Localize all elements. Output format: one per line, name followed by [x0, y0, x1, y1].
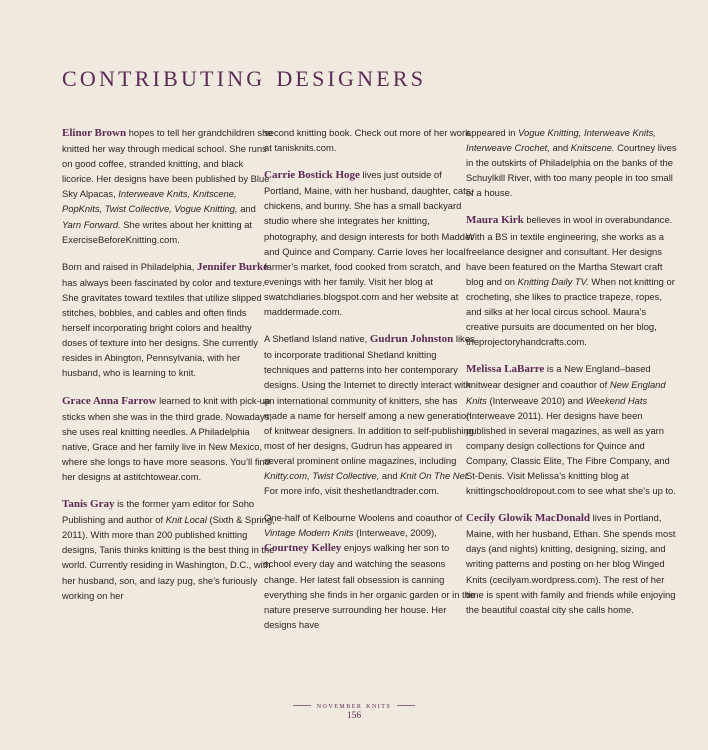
page-footer	[0, 700, 708, 721]
bio-melissa-labarre	[466, 361, 680, 498]
designer-name: Courtney Kelley	[264, 542, 342, 555]
bio-tanis-gray-continued	[264, 125, 478, 155]
designer-name: Jennifer Burke	[197, 260, 268, 273]
designer-name: Grace Anna Farrow	[62, 394, 157, 407]
designer-name: Maura Kirk	[466, 214, 524, 227]
bio-text: and	[549, 142, 571, 154]
page-title: contributing designers	[62, 58, 427, 93]
designer-name: Carrie Bostick Hoge	[264, 169, 360, 182]
bio-text: Born and raised in Philadelphia,	[62, 260, 197, 272]
bio-cecily-glowik-macdonald	[466, 510, 680, 617]
bio-jennifer-burke	[62, 259, 276, 381]
bio-courtney-kelley-continued	[466, 125, 680, 200]
bio-text: hopes to tell her grandchildren she knitted her way through medical school. She runs on good coffee, stranded knitting, and black licorice. Her designs have been published by Blue Sky Alpacas,	[62, 127, 273, 200]
bio-text: appeared in	[466, 127, 519, 138]
bio-text: She writes about her knitting at ExerciseBeforeKnitting.com.	[62, 218, 253, 245]
book-title: november knits	[0, 700, 708, 710]
designer-name: Melissa LaBarre	[466, 363, 545, 376]
bio-carrie-bostick-hoge	[264, 167, 478, 319]
designer-name: Gudrun Johnston	[369, 333, 454, 346]
bio-text: When not knitting or crocheting, she likes to practice trapeze, ropes, and silks at her local circus school. Maura’s creative pursuits are documented on her blog, theprojectoryhandcrafts.com.	[466, 275, 675, 348]
bio-italic: Knitting Daily TV.	[517, 275, 589, 287]
bio-text: (Interweave 2011). Her designs have been published in several magazines, as well as yarn company design collections for Quince and Company, Classic Elite, The Fibre Company, and St-Denis. Visit Melissa’s knitting blog at knittingschooldropout.com to see what she’s up to.	[466, 409, 676, 497]
bio-text: second knitting book. Check out more of her work at tanisknits.com.	[264, 127, 470, 154]
bio-text: One-half of Kelbourne Woolens and coauthor of	[264, 512, 463, 524]
bio-grace-anna-farrow	[62, 393, 276, 485]
bio-text: A Shetland Island native,	[264, 333, 370, 345]
bio-text: (Sixth & Spring, 2011). With more than 200 published knitting designs, Tanis thinks knitting is the best thing in the world. Currently residing in Washington, D.C., with her husband, son, and lazy pug, she’s furiously working on her	[62, 514, 275, 601]
column-3	[466, 125, 680, 629]
bio-gudrun-johnston	[264, 331, 478, 498]
page-number: 156	[346, 711, 362, 721]
column-2	[264, 125, 478, 644]
bio-italic: Vintage Modern Knits	[264, 527, 354, 539]
bio-text: Courtney lives in the outskirts of Philadelphia on the banks of the Schuylkill River, with too many people in too small of a house.	[466, 142, 677, 199]
bio-courtney-kelley	[264, 510, 478, 632]
designer-name: Cecily Glowik MacDonald	[466, 512, 591, 525]
bio-tanis-gray	[62, 496, 276, 603]
bio-italic: Interweave Knits, Knitscene, PopKnits, Twist Collective, Vogue Knitting,	[62, 188, 238, 215]
bio-text: believes in wool in overabundance. With a BS in textile engineering, she works as a freelance designer and consultant. Her designs have been featured on the Martha Stewart craft blog and on	[466, 214, 673, 287]
bio-text: learned to knit with pick-up sticks when she was in the third grade. Nowadays, she uses real knitting needles. A Philadelphia native, Grace and her family live in New Mexico, where she longs to have more seasons. You’ll find her designs at astitchtowear.com.	[62, 394, 272, 482]
designer-name: Elinor Brown	[62, 127, 127, 139]
bio-text: and	[237, 203, 256, 215]
bio-maura-kirk	[466, 212, 680, 349]
bio-text: enjoys walking her son to school every day and watching the seasons change. Her latest fall obsession is canning everything she finds in her organic garden or in the nature preserve surrounding her house. Her designs have	[264, 542, 476, 630]
bio-text: is a New England–based knitwear designer and coauthor of	[466, 363, 651, 391]
bio-text: has always been fascinated by color and texture. She gravitates toward textiles that utilize slipped stitches, bobbles, and cables and often finds herself incorporating bright colors and healthy doses of texture into her designs. She currently resides in Abington, Pennsylvania, with her husband, who is learning to knit.	[62, 276, 265, 379]
bio-text: (Interweave 2010) and	[486, 394, 586, 406]
bio-text: (Interweave, 2009),	[353, 527, 437, 539]
bio-italic: Vogue Knitting, Interweave Knits, Interweave Crochet,	[466, 127, 656, 154]
bio-italic: Knit On The Net.	[400, 469, 470, 481]
column-1	[62, 125, 276, 615]
bio-text: lives in Portland, Maine, with her husband, Ethan. She spends most days (and nights) knitting, designing, sizing, and writing patterns and posting on her blog Winged Knits (cecilyam.wordpress.com). The rest of her time is spent with family and friends while enjoying the beautiful coastal city she calls home.	[466, 512, 676, 615]
bio-italic: Yarn Forward.	[62, 218, 121, 230]
bio-italic: New England Knits	[466, 379, 666, 406]
bio-text: lives just outside of Portland, Maine, with her husband, daughter, cats, chickens, and bunny. She has a small backyard studio where she integrates her knitting, photography, and design interests for both Madder and Quince and Company. Carrie loves her local farmer’s market, food cooked from scratch, and evenings with her family. Visit her blog at swatchdiaries.blogspot.com and her website at maddermade.com.	[264, 169, 474, 318]
bio-text: likes to incorporate traditional Shetland knitting techniques and patterns into her contemporary designs. Using the Internet to directly interact with an international community of knitters, she has made a name for herself among a new generation of knitwear designers. In addition to self-publishing most of her designs, Gudrun has appeared in several prominent online magazines, including	[264, 333, 475, 466]
bio-text: is the former yarn editor for Soho Publishing and author of	[62, 498, 255, 526]
bio-italic: Knit Local	[165, 514, 207, 526]
bio-text: and	[379, 469, 401, 481]
bio-italic: Weekend Hats	[585, 394, 648, 406]
bio-italic: Knitty.com, Twist Collective,	[264, 469, 380, 481]
bio-text: For more info, visit theshetlandtrader.com.	[264, 485, 440, 497]
bio-italic: Knitscene.	[570, 142, 615, 154]
designer-name: Tanis Gray	[62, 498, 115, 511]
bio-elinor-brown	[62, 125, 276, 247]
